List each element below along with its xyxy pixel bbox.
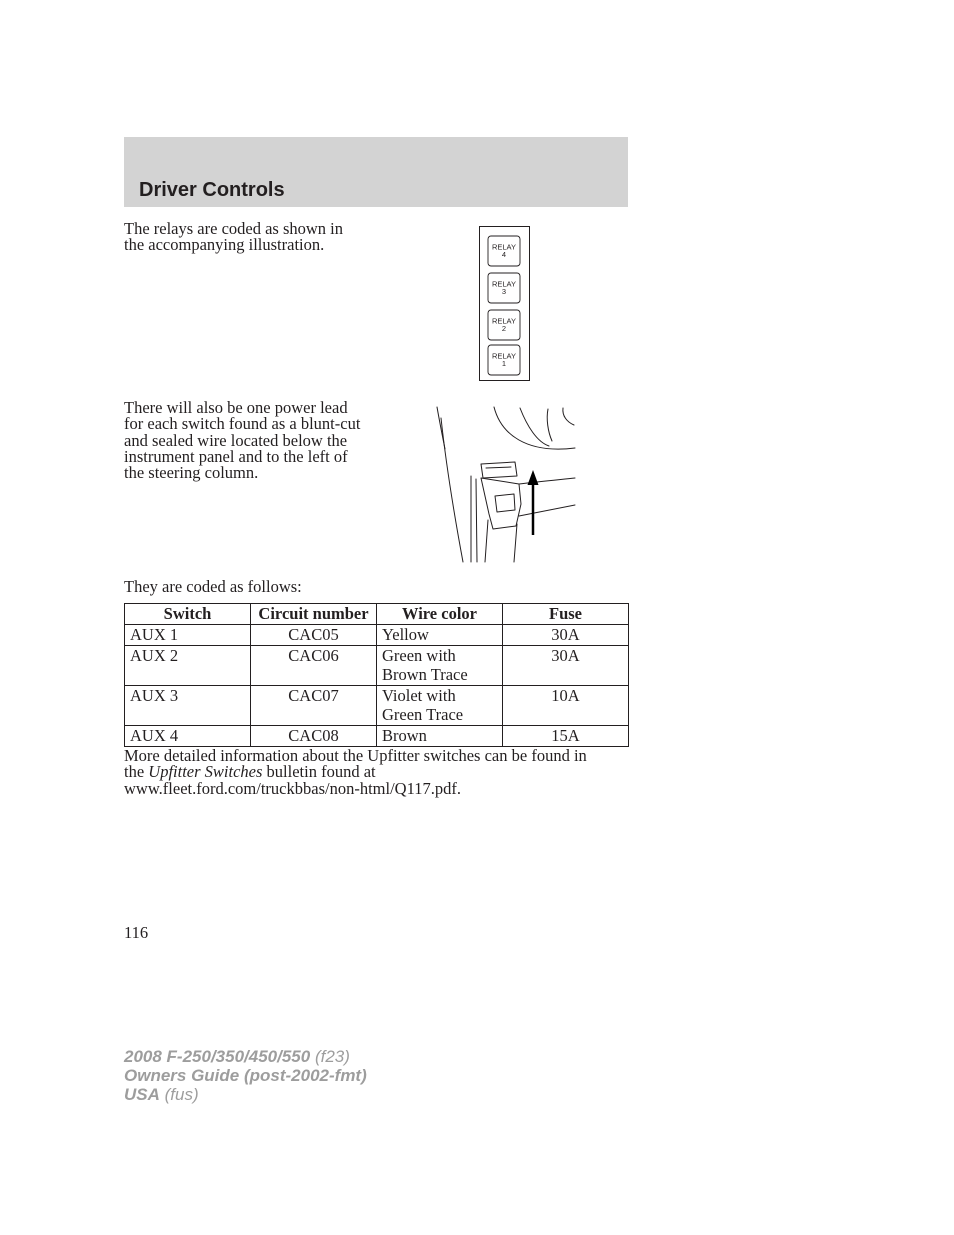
bulletin-url: www.fleet.ford.com/truckbbas/non-html/Q117.pdf.	[124, 778, 461, 798]
relay-4	[488, 236, 520, 266]
column-lower-left-edge	[485, 520, 488, 562]
column-header-wire-color: Wire color	[377, 604, 503, 625]
dash-mid-edge	[519, 478, 575, 484]
paragraph-line: The relays are coded as shown in	[124, 219, 344, 238]
fuse-cell: 15A	[503, 726, 629, 747]
wire-color-cell	[377, 625, 503, 646]
relay-3-number: 3	[501, 287, 507, 296]
relay-4-number: 4	[501, 250, 507, 259]
switch-cell: AUX 3	[125, 686, 251, 726]
paragraph-text: the	[124, 762, 145, 782]
page-number: 116	[124, 923, 149, 942]
footer-model: 2008 F-250/350/450/550	[124, 1047, 311, 1066]
relay-paragraph	[124, 221, 343, 254]
footer-model-code: (f23)	[314, 1047, 350, 1066]
paragraph-line: and sealed wire located below the	[124, 430, 348, 450]
steering-wheel-spoke	[547, 409, 552, 441]
steering-wheel-inner-rim	[520, 408, 549, 446]
column-header-switch: Switch	[125, 604, 251, 625]
relay-2-number: 2	[501, 324, 507, 333]
fuse-cell: 10A	[503, 686, 629, 726]
footer-region: USA	[124, 1085, 160, 1104]
paragraph-line: There will also be one power lead	[124, 398, 348, 417]
relay-2-label: RELAY	[491, 316, 517, 326]
more-info-paragraph	[124, 748, 587, 797]
document-footer	[124, 1047, 367, 1104]
column-header-circuit-number: Circuit number	[251, 604, 377, 625]
circuit-cell: CAC05	[251, 625, 377, 646]
fuse-cell: 30A	[503, 625, 629, 646]
relay-4-label: RELAY	[491, 242, 517, 252]
wire-coding-table	[124, 603, 629, 747]
relay-1-number: 1	[501, 359, 507, 368]
footer-line-region	[124, 1085, 367, 1104]
footer-line-model	[124, 1047, 367, 1066]
footer-guide: Owners Guide (post-2002-fmt)	[124, 1066, 367, 1085]
wire-color-line: Green with	[382, 646, 456, 665]
column-header-fuse: Fuse	[503, 604, 629, 625]
dash-lower-edge	[519, 505, 575, 516]
relay-3	[488, 273, 520, 303]
panel-edge-line	[441, 418, 463, 562]
circuit-cell: CAC06	[251, 646, 377, 686]
ignition-plate	[495, 494, 515, 512]
table-header-row	[125, 604, 629, 625]
relay-2	[488, 310, 520, 340]
fuse-cell: 30A	[503, 646, 629, 686]
relay-3-label: RELAY	[491, 279, 517, 289]
wire-color-line: Brown	[382, 726, 427, 745]
wire-color-line: Yellow	[382, 625, 429, 644]
column-shroud-inner-edge	[476, 479, 477, 562]
wire-color-cell	[377, 646, 503, 686]
section-title: Driver Controls	[139, 179, 285, 201]
relay-block-illustration	[478, 225, 531, 383]
section-header-band	[124, 137, 628, 207]
switch-cell: AUX 2	[125, 646, 251, 686]
paragraph-line: the steering column.	[124, 463, 259, 483]
paragraph-line: for each switch found as a blunt-cut	[124, 414, 361, 434]
wire-color-cell	[377, 686, 503, 726]
paragraph-line: More detailed information about the Upfitter switches can be found in	[124, 746, 587, 765]
table-row	[125, 646, 629, 686]
wire-color-cell	[377, 726, 503, 747]
paragraph-text: bulletin found at	[266, 762, 376, 782]
steering-column-illustration	[431, 404, 576, 564]
table-row	[125, 726, 629, 747]
table-intro: They are coded as follows:	[124, 577, 302, 596]
switch-block-detail	[486, 467, 511, 468]
table-row	[125, 625, 629, 646]
circuit-cell: CAC07	[251, 686, 377, 726]
power-lead-paragraph	[124, 400, 360, 481]
table-row	[125, 686, 629, 726]
wire-color-line: Green Trace	[382, 705, 464, 724]
arrow-head	[528, 470, 539, 485]
relay-1-label: RELAY	[491, 351, 517, 361]
footer-region-code: (fus)	[164, 1085, 199, 1104]
switch-cell: AUX 1	[125, 625, 251, 646]
steering-wheel-hub-edge	[563, 408, 574, 425]
paragraph-line: instrument panel and to the left of	[124, 446, 348, 466]
paragraph-line: the accompanying illustration.	[124, 235, 325, 255]
wire-color-line: Violet with	[382, 686, 456, 705]
bulletin-title: Upfitter Switches	[148, 762, 263, 782]
relay-1	[488, 345, 520, 375]
wire-color-line: Brown Trace	[382, 665, 468, 684]
column-lower-right-edge	[514, 524, 517, 562]
switch-block	[481, 462, 517, 478]
switch-cell: AUX 4	[125, 726, 251, 747]
circuit-cell: CAC08	[251, 726, 377, 747]
